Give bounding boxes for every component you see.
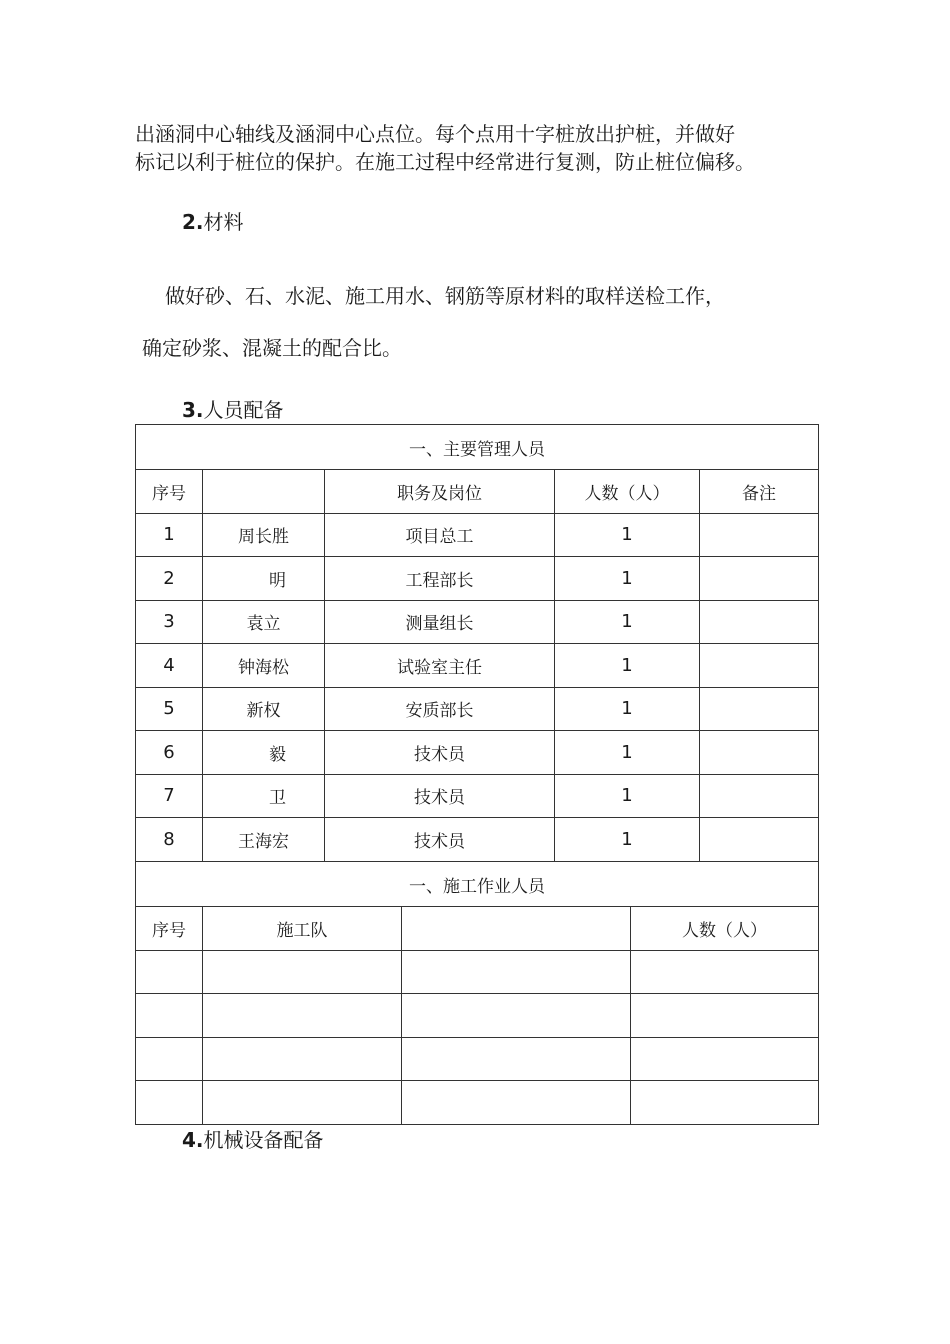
header-cell-no: 序号 [136,470,203,514]
row-no: 3 [136,600,203,644]
row-no: 1 [136,513,203,557]
row-blank [402,1037,631,1081]
section2-number: 2. [182,210,204,234]
header-cell-no: 序号 [136,907,203,951]
row-note [700,731,819,775]
header-cell-blank [402,907,631,951]
row-name: 毅 [203,731,325,775]
row-count: 1 [555,600,700,644]
header-cell-name [203,470,325,514]
table-row [136,644,819,688]
row-no: 8 [136,818,203,862]
section4-title: 机械设备配备 [203,1128,324,1152]
row-count [631,994,819,1038]
table-row [136,950,819,994]
row-note [700,774,819,818]
section2-title: 材料 [203,210,244,234]
header-cell-position: 职务及岗位 [325,470,555,514]
header-cell-count: 人数（人） [555,470,700,514]
row-no: 5 [136,687,203,731]
row-count: 1 [555,818,700,862]
row-team [203,1081,402,1125]
construction-workers-table [135,861,819,1125]
row-position: 技术员 [325,774,555,818]
row-note [700,644,819,688]
row-position: 测量组长 [325,600,555,644]
intro-paragraph-line2: 标记以利于桩位的保护。在施工过程中经常进行复测，防止桩位偏移。 [135,150,755,174]
header-cell-team: 施工队 [203,907,402,951]
row-count: 1 [555,513,700,557]
management-table-caption: 一、主要管理人员 [136,425,819,470]
table-row [136,687,819,731]
row-position: 技术员 [325,818,555,862]
header-cell-note: 备注 [700,470,819,514]
row-name: 卫 [203,774,325,818]
materials-paragraph-line1: 做好砂、石、水泥、施工用水、钢筋等原材料的取样送检工作， [165,284,725,308]
workers-table-header-row [136,907,819,951]
section3-number: 3. [182,398,204,422]
materials-paragraph-line2: 确定砂浆、混凝土的配合比。 [142,336,402,360]
workers-table-caption: 一、施工作业人员 [136,862,819,907]
row-position: 技术员 [325,731,555,775]
management-table-header-row [136,470,819,514]
row-note [700,687,819,731]
row-note [700,818,819,862]
section2-heading [182,208,244,236]
row-note [700,557,819,601]
table-row [136,818,819,862]
row-name: 明 [203,557,325,601]
row-blank [402,950,631,994]
row-count: 1 [555,731,700,775]
row-name: 王海宏 [203,818,325,862]
row-no [136,1081,203,1125]
row-no: 4 [136,644,203,688]
row-count [631,1081,819,1125]
row-no: 2 [136,557,203,601]
row-count [631,950,819,994]
table-row [136,1037,819,1081]
table-row [136,731,819,775]
table-row [136,1081,819,1125]
table-row [136,513,819,557]
section4-number: 4. [182,1128,204,1152]
row-count: 1 [555,687,700,731]
row-blank [402,994,631,1038]
row-count: 1 [555,774,700,818]
intro-paragraph-line1: 出涵洞中心轴线及涵洞中心点位。每个点用十字桩放出护桩，并做好 [135,122,735,146]
row-name: 钟海松 [203,644,325,688]
row-note [700,600,819,644]
table-row [136,557,819,601]
row-name: 周长胜 [203,513,325,557]
row-no: 6 [136,731,203,775]
row-no [136,994,203,1038]
row-name: 袁立 [203,600,325,644]
row-count: 1 [555,557,700,601]
row-position: 安质部长 [325,687,555,731]
row-no [136,1037,203,1081]
header-cell-count: 人数（人） [631,907,819,951]
management-staff-table [135,424,819,862]
row-no: 7 [136,774,203,818]
row-no [136,950,203,994]
row-blank [402,1081,631,1125]
row-team [203,1037,402,1081]
table-row [136,994,819,1038]
section4-heading [182,1126,324,1154]
row-note [700,513,819,557]
table-row [136,600,819,644]
section3-title: 人员配备 [203,398,284,422]
section3-heading [182,396,284,424]
row-team [203,994,402,1038]
row-position: 工程部长 [325,557,555,601]
row-position: 试验室主任 [325,644,555,688]
table-row [136,774,819,818]
row-team [203,950,402,994]
row-position: 项目总工 [325,513,555,557]
row-count [631,1037,819,1081]
row-name: 新权 [203,687,325,731]
row-count: 1 [555,644,700,688]
